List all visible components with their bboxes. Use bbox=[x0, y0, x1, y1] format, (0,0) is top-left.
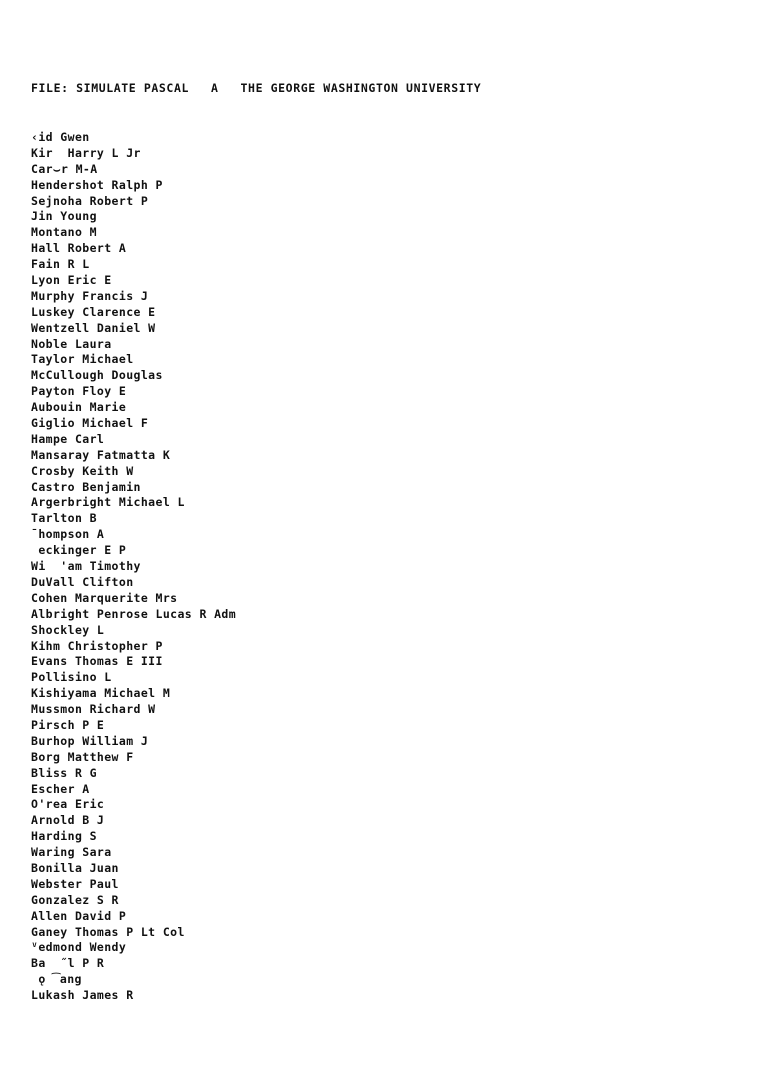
name-entry: Taylor Michael bbox=[31, 352, 134, 367]
name-entry: Hampe Carl bbox=[31, 431, 105, 446]
name-entry: Argerbright Michael L bbox=[31, 495, 185, 510]
name-entry: Castro Benjamin bbox=[31, 479, 141, 494]
name-entry: Shockley L bbox=[31, 622, 105, 637]
name-entry: Kihm Christopher P bbox=[31, 638, 163, 653]
name-entry: Lukash James R bbox=[31, 988, 134, 1003]
name-entry: Mussmon Richard W bbox=[31, 702, 156, 717]
name-entry: ǫ ͡ang bbox=[31, 972, 82, 987]
name-entry: Fain R L bbox=[31, 257, 90, 272]
name-entry: Hall Robert A bbox=[31, 241, 127, 256]
name-entry: Payton Floy E bbox=[31, 384, 127, 399]
name-entry: Crosby Keith W bbox=[31, 463, 134, 478]
name-entry: ˉhompson A bbox=[31, 527, 105, 542]
name-entry: Sejnoha Robert P bbox=[31, 193, 149, 208]
name-entry: ⱽedmond Wendy bbox=[31, 940, 127, 955]
name-entry: Lyon Eric E bbox=[31, 273, 112, 288]
name-entry: Waring Sara bbox=[31, 845, 112, 860]
name-entry: Pollisino L bbox=[31, 670, 112, 685]
name-entry: Escher A bbox=[31, 781, 90, 796]
name-entry: ‹id Gwen bbox=[31, 130, 90, 144]
name-entry: Montano M bbox=[31, 225, 97, 240]
name-entry: Arnold B J bbox=[31, 813, 105, 828]
name-entry: Aubouin Marie bbox=[31, 400, 127, 415]
name-entry: Bliss R G bbox=[31, 765, 97, 780]
file-label: FILE: SIMULATE PASCAL bbox=[31, 81, 189, 95]
name-entry: Giglio Michael F bbox=[31, 416, 149, 431]
name-entry: Albright Penrose Lucas R Adm bbox=[31, 606, 237, 621]
name-entry: Webster Paul bbox=[31, 876, 119, 891]
name-entry: Kishiyama Michael M bbox=[31, 686, 171, 701]
name-entry: Murphy Francis J bbox=[31, 288, 149, 303]
name-entry: Car⌣r M-A bbox=[31, 161, 98, 176]
name-entry: Ba ˝l P R bbox=[31, 956, 105, 971]
name-entry: Ganey Thomas P Lt Col bbox=[31, 924, 185, 939]
name-entry: Evans Thomas E III bbox=[31, 654, 163, 669]
name-entry: Tarlton B bbox=[31, 511, 97, 526]
file-header bbox=[31, 80, 481, 96]
name-entry: Wi 'am Timothy bbox=[31, 559, 141, 574]
name-entry: McCullough Douglas bbox=[31, 368, 163, 383]
name-entry: O'rea Eric bbox=[31, 797, 105, 812]
name-entry: Noble Laura bbox=[31, 336, 112, 351]
name-entry: Hendershot Ralph P bbox=[31, 177, 163, 192]
name-list bbox=[31, 130, 236, 1004]
name-entry: Wentzell Daniel W bbox=[31, 320, 156, 335]
name-entry: Harding S bbox=[31, 829, 97, 844]
name-entry: Cohen Marquerite Mrs bbox=[31, 590, 178, 605]
name-entry: Mansaray Fatmatta K bbox=[31, 447, 171, 462]
institution-name: THE GEORGE WASHINGTON UNIVERSITY bbox=[240, 81, 482, 95]
name-entry: Jin Young bbox=[31, 209, 97, 224]
name-entry: DuVall Clifton bbox=[31, 574, 134, 589]
name-entry: Bonilla Juan bbox=[31, 860, 119, 875]
name-entry: Gonzalez S R bbox=[31, 892, 119, 907]
name-entry: Borg Matthew F bbox=[31, 749, 134, 764]
name-entry: Burhop William J bbox=[31, 733, 149, 748]
file-mode: A bbox=[211, 81, 219, 95]
name-entry: Pirsch P E bbox=[31, 717, 105, 732]
name-entry: Kir Harry L Jr bbox=[31, 145, 141, 160]
name-entry: eckinger E P bbox=[31, 543, 127, 558]
name-entry: Allen David P bbox=[31, 908, 127, 923]
name-entry: Luskey Clarence E bbox=[31, 304, 156, 319]
